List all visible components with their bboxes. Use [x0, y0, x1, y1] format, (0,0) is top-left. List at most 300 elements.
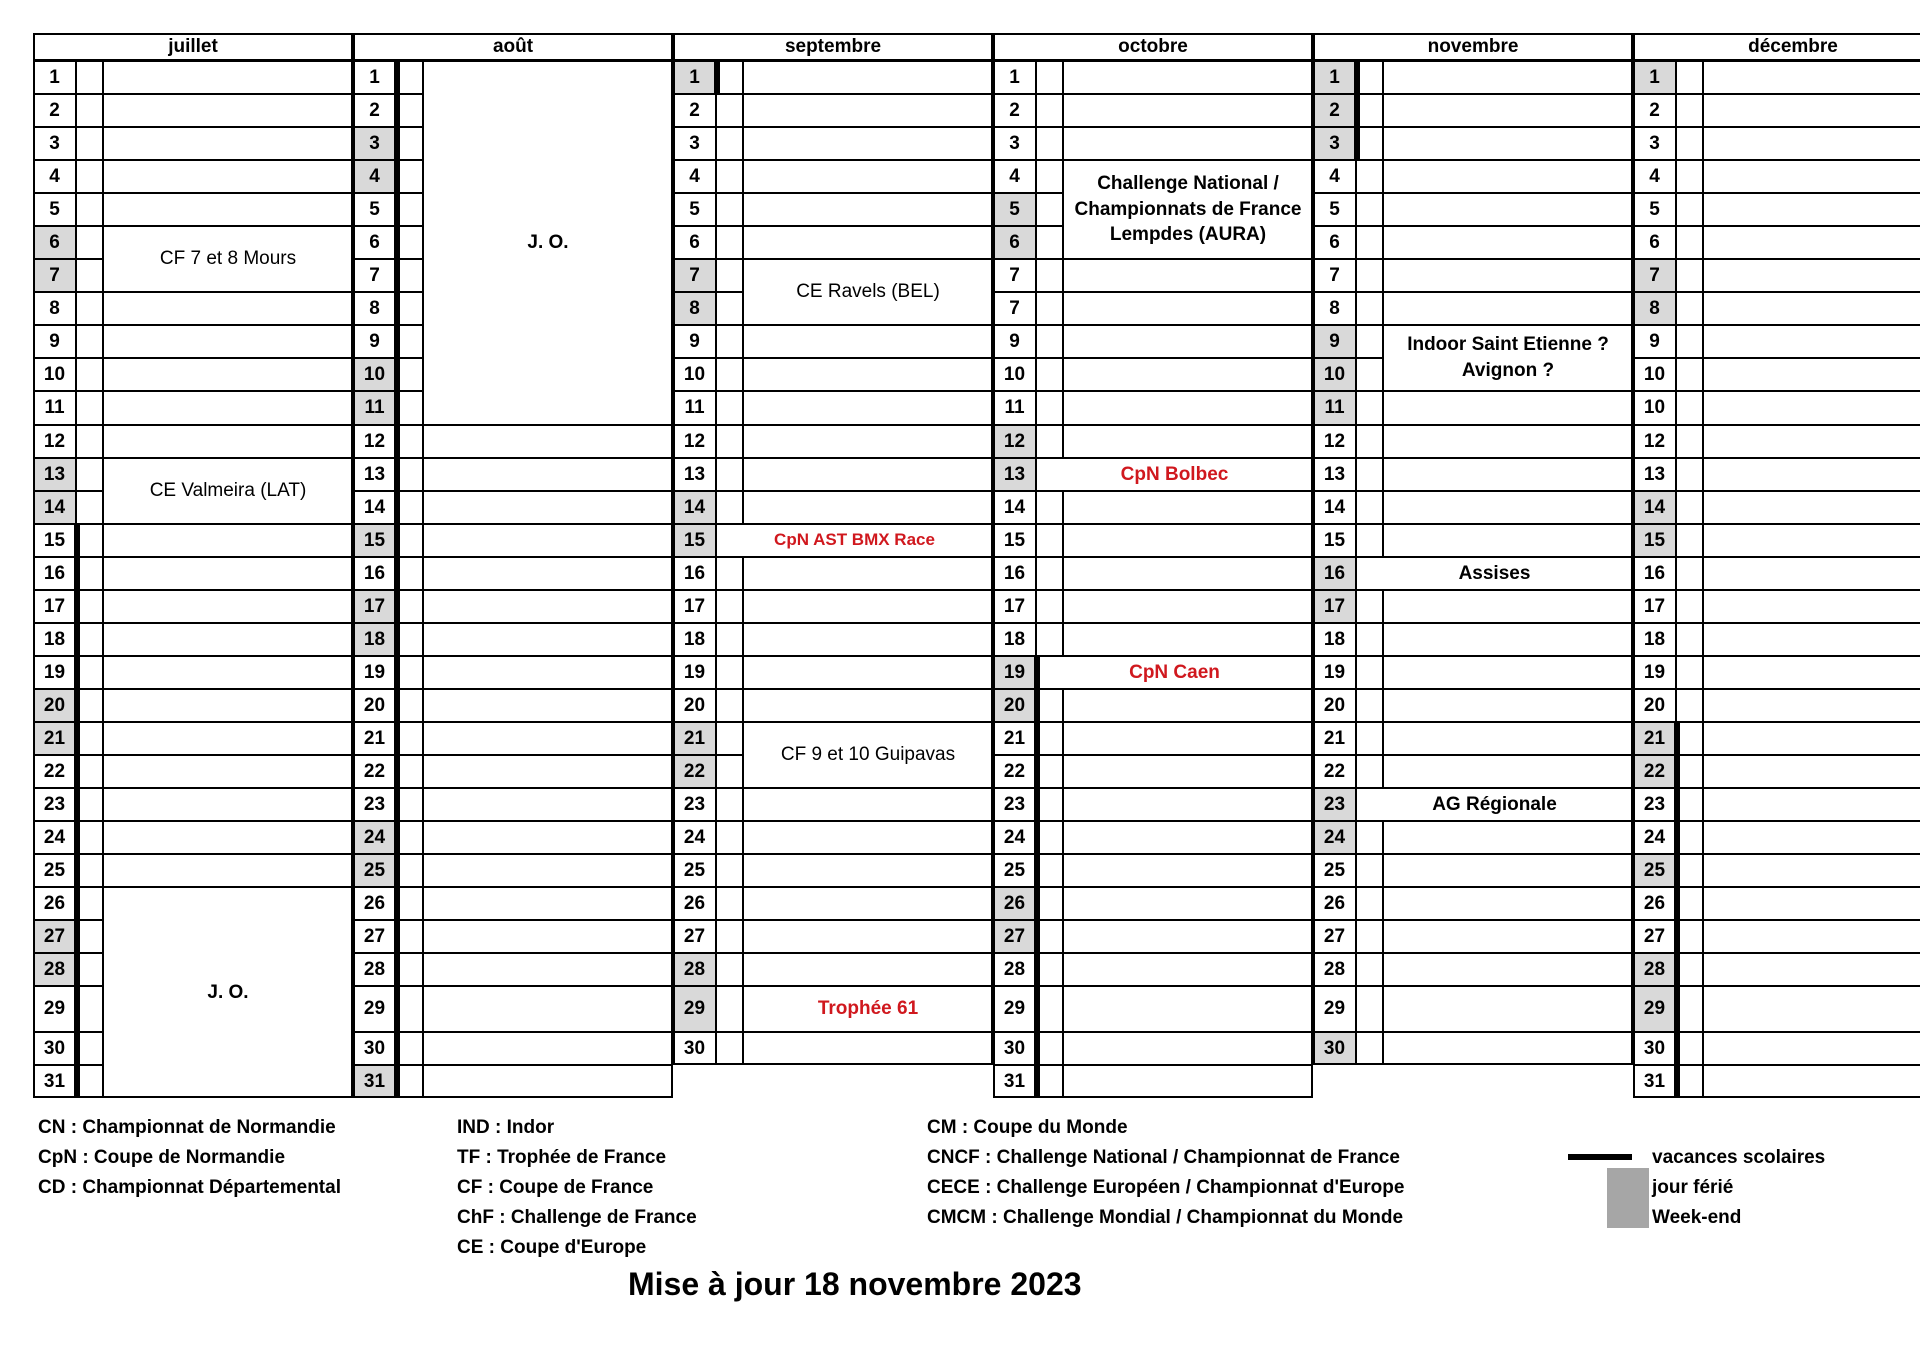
school-holiday-bar	[394, 788, 400, 821]
day-number: 10	[1633, 391, 1676, 425]
school-holiday-bar	[394, 94, 400, 127]
day-number: 26	[1313, 887, 1356, 920]
school-holiday-bar	[74, 524, 80, 557]
school-holiday-bar	[1674, 722, 1680, 755]
day-number: 8	[1633, 292, 1676, 325]
day-number: 9	[993, 325, 1036, 358]
day-event-cell	[743, 854, 993, 887]
day-flag-cell	[716, 887, 743, 920]
day-flag-cell	[1676, 821, 1703, 854]
day-event-cell	[743, 788, 993, 821]
day-number: 3	[1313, 127, 1356, 160]
day-flag-cell	[76, 920, 103, 953]
day-number: 30	[1313, 1032, 1356, 1065]
vacances-swatch	[1568, 1154, 1632, 1160]
day-event-cell	[423, 887, 673, 920]
day-flag-cell	[1356, 1032, 1383, 1065]
day-flag-cell	[1036, 1032, 1063, 1065]
day-event-cell	[1703, 325, 1920, 358]
day-event-cell	[1063, 887, 1313, 920]
day-number: 10	[1633, 358, 1676, 391]
day-number: 1	[33, 61, 76, 94]
day-number: 30	[993, 1032, 1036, 1065]
day-number: 14	[353, 491, 396, 524]
school-holiday-bar	[74, 755, 80, 788]
day-number: 26	[33, 887, 76, 920]
day-event-cell	[1383, 193, 1633, 226]
day-flag-cell	[1036, 821, 1063, 854]
event-block: CF 9 et 10 Guipavas	[743, 722, 993, 788]
day-flag-cell	[1356, 689, 1383, 722]
day-flag-cell	[76, 1065, 103, 1098]
day-number: 7	[1313, 259, 1356, 292]
day-flag-cell	[1356, 358, 1383, 391]
day-flag-cell	[1356, 425, 1383, 458]
day-flag-cell	[396, 986, 423, 1032]
day-number: 8	[673, 292, 716, 325]
day-flag-cell	[1676, 391, 1703, 425]
day-number: 4	[1633, 160, 1676, 193]
day-event-cell	[1063, 94, 1313, 127]
day-number: 11	[353, 391, 396, 425]
day-event-cell	[1383, 590, 1633, 623]
day-flag-cell	[716, 920, 743, 953]
day-event-cell	[103, 193, 353, 226]
school-holiday-bar	[394, 160, 400, 193]
event-block: Challenge National / Championnats de France Lempdes (AURA)	[1063, 160, 1313, 259]
day-number: 8	[33, 292, 76, 325]
day-number: 11	[33, 391, 76, 425]
day-event-cell	[1703, 425, 1920, 458]
day-flag-cell	[1356, 127, 1383, 160]
day-event-cell	[423, 722, 673, 755]
school-holiday-bar	[394, 425, 400, 458]
day-event-cell	[743, 458, 993, 491]
day-event-cell	[1703, 854, 1920, 887]
day-flag-cell	[716, 226, 743, 259]
day-number: 19	[673, 656, 716, 689]
month-header: décembre	[1633, 33, 1920, 61]
school-holiday-bar	[74, 953, 80, 986]
day-flag-cell	[716, 193, 743, 226]
day-number: 17	[673, 590, 716, 623]
day-flag-cell	[396, 127, 423, 160]
day-flag-cell	[1356, 887, 1383, 920]
day-number: 2	[33, 94, 76, 127]
day-event-cell	[423, 953, 673, 986]
school-holiday-bar	[74, 689, 80, 722]
day-flag-cell	[1356, 259, 1383, 292]
school-holiday-bar	[394, 821, 400, 854]
school-holiday-bar	[1034, 1065, 1040, 1098]
day-flag-cell	[716, 425, 743, 458]
day-flag-cell	[76, 259, 103, 292]
day-event-cell	[1063, 325, 1313, 358]
day-number: 23	[353, 788, 396, 821]
day-number: 15	[1633, 524, 1676, 557]
day-event-cell	[103, 160, 353, 193]
day-flag-cell	[1676, 491, 1703, 524]
day-number: 2	[993, 94, 1036, 127]
day-flag-cell	[76, 821, 103, 854]
day-number: 23	[673, 788, 716, 821]
day-event-cell	[103, 590, 353, 623]
day-flag-cell	[396, 94, 423, 127]
day-event-cell	[423, 821, 673, 854]
day-number: 20	[673, 689, 716, 722]
day-event-cell	[1703, 193, 1920, 226]
day-flag-cell	[396, 821, 423, 854]
day-number: 9	[353, 325, 396, 358]
school-holiday-bar	[394, 61, 400, 94]
school-holiday-bar	[1034, 788, 1040, 821]
day-number: 19	[1633, 656, 1676, 689]
day-number: 23	[1313, 788, 1356, 821]
day-flag-cell	[396, 160, 423, 193]
day-number: 6	[673, 226, 716, 259]
day-number: 18	[993, 623, 1036, 656]
event-block: CpN Caen	[1036, 656, 1313, 689]
day-number: 3	[353, 127, 396, 160]
school-holiday-bar	[1034, 755, 1040, 788]
day-event-cell	[103, 821, 353, 854]
day-event-cell	[1703, 160, 1920, 193]
day-event-cell	[1703, 491, 1920, 524]
day-number: 19	[33, 656, 76, 689]
day-flag-cell	[1676, 590, 1703, 623]
day-flag-cell	[1676, 689, 1703, 722]
day-number: 16	[673, 557, 716, 590]
school-holiday-bar	[394, 1032, 400, 1065]
day-event-cell	[1703, 623, 1920, 656]
day-event-cell	[1063, 755, 1313, 788]
event-block: CE Ravels (BEL)	[743, 259, 993, 325]
event-block: Trophée 61	[743, 986, 993, 1032]
day-event-cell	[1703, 788, 1920, 821]
day-flag-cell	[1356, 821, 1383, 854]
day-event-cell	[103, 623, 353, 656]
day-flag-cell	[1036, 94, 1063, 127]
day-event-cell	[1383, 920, 1633, 953]
school-holiday-bar	[1034, 887, 1040, 920]
day-flag-cell	[716, 953, 743, 986]
day-event-cell	[1063, 292, 1313, 325]
day-event-cell	[1703, 953, 1920, 986]
day-number: 30	[673, 1032, 716, 1065]
day-event-cell	[423, 986, 673, 1032]
update-date: Mise à jour 18 novembre 2023	[628, 1266, 1082, 1302]
day-event-cell	[743, 557, 993, 590]
day-event-cell	[103, 127, 353, 160]
day-flag-cell	[1676, 1065, 1703, 1098]
day-flag-cell	[1676, 160, 1703, 193]
day-number: 11	[993, 391, 1036, 425]
day-flag-cell	[716, 557, 743, 590]
day-event-cell	[1383, 623, 1633, 656]
day-event-cell	[423, 788, 673, 821]
school-holiday-bar	[714, 61, 720, 94]
school-holiday-bar	[394, 325, 400, 358]
school-holiday-bar	[394, 226, 400, 259]
school-holiday-bar	[74, 557, 80, 590]
day-flag-cell	[1356, 292, 1383, 325]
day-flag-cell	[1036, 623, 1063, 656]
day-number: 8	[353, 292, 396, 325]
day-event-cell	[423, 755, 673, 788]
day-event-cell	[743, 920, 993, 953]
day-event-cell	[743, 491, 993, 524]
day-number: 3	[33, 127, 76, 160]
day-event-cell	[1383, 854, 1633, 887]
day-number: 29	[993, 986, 1036, 1032]
school-holiday-bar	[1674, 1032, 1680, 1065]
school-holiday-bar	[74, 821, 80, 854]
school-holiday-bar	[1674, 953, 1680, 986]
day-number: 22	[33, 755, 76, 788]
day-number: 25	[673, 854, 716, 887]
day-flag-cell	[1356, 61, 1383, 94]
day-number: 1	[673, 61, 716, 94]
month-0	[33, 33, 353, 1098]
day-number: 16	[1313, 557, 1356, 590]
school-holiday-bar	[394, 557, 400, 590]
day-flag-cell	[1356, 920, 1383, 953]
day-event-cell	[743, 127, 993, 160]
day-flag-cell	[1036, 292, 1063, 325]
day-flag-cell	[1676, 920, 1703, 953]
day-flag-cell	[1676, 755, 1703, 788]
day-flag-cell	[716, 689, 743, 722]
day-number: 7	[33, 259, 76, 292]
day-number: 29	[673, 986, 716, 1032]
day-flag-cell	[716, 623, 743, 656]
day-flag-cell	[396, 259, 423, 292]
day-flag-cell	[1356, 458, 1383, 491]
day-event-cell	[1063, 61, 1313, 94]
day-number: 16	[353, 557, 396, 590]
school-holiday-bar	[394, 391, 400, 425]
day-flag-cell	[396, 325, 423, 358]
day-flag-cell	[76, 590, 103, 623]
day-event-cell	[1703, 755, 1920, 788]
day-number: 12	[993, 425, 1036, 458]
day-number: 12	[353, 425, 396, 458]
month-1	[353, 33, 673, 1098]
day-flag-cell	[1676, 425, 1703, 458]
day-flag-cell	[76, 94, 103, 127]
school-holiday-bar	[74, 722, 80, 755]
day-number: 13	[1313, 458, 1356, 491]
school-holiday-bar	[1674, 788, 1680, 821]
school-holiday-bar	[1034, 953, 1040, 986]
day-event-cell	[743, 887, 993, 920]
month-header: octobre	[993, 33, 1313, 61]
day-event-cell	[423, 590, 673, 623]
day-number: 15	[673, 524, 716, 557]
day-number: 7	[993, 259, 1036, 292]
month-header: août	[353, 33, 673, 61]
day-number: 20	[1313, 689, 1356, 722]
legend-ce: CE : Coupe d'Europe	[457, 1237, 647, 1258]
day-event-cell	[103, 788, 353, 821]
day-number: 10	[353, 358, 396, 391]
day-number: 28	[1633, 953, 1676, 986]
day-event-cell	[423, 458, 673, 491]
legend-vacances: vacances scolaires	[1652, 1147, 1826, 1168]
day-flag-cell	[1676, 127, 1703, 160]
legend-chf: ChF : Challenge de France	[457, 1207, 697, 1228]
day-flag-cell	[1676, 458, 1703, 491]
day-flag-cell	[396, 656, 423, 689]
day-flag-cell	[76, 953, 103, 986]
day-number: 30	[33, 1032, 76, 1065]
day-event-cell	[1383, 425, 1633, 458]
legend-ferie: jour férié	[1652, 1177, 1734, 1198]
school-holiday-bar	[1034, 920, 1040, 953]
day-flag-cell	[1676, 193, 1703, 226]
day-flag-cell	[1356, 656, 1383, 689]
day-number: 24	[993, 821, 1036, 854]
day-event-cell	[1383, 953, 1633, 986]
day-number: 1	[353, 61, 396, 94]
day-event-cell	[1383, 160, 1633, 193]
school-holiday-bar	[394, 623, 400, 656]
day-event-cell	[1063, 391, 1313, 425]
day-event-cell	[103, 425, 353, 458]
day-flag-cell	[76, 391, 103, 425]
day-number: 18	[1313, 623, 1356, 656]
day-number: 3	[1633, 127, 1676, 160]
day-event-cell	[743, 425, 993, 458]
day-event-cell	[1063, 986, 1313, 1032]
day-number: 28	[1313, 953, 1356, 986]
day-number: 12	[1633, 425, 1676, 458]
day-event-cell	[743, 325, 993, 358]
day-number: 7	[1633, 259, 1676, 292]
day-number: 16	[33, 557, 76, 590]
legend-cpn: CpN : Coupe de Normandie	[38, 1147, 286, 1168]
day-flag-cell	[396, 391, 423, 425]
day-flag-cell	[76, 160, 103, 193]
day-event-cell	[743, 391, 993, 425]
day-number: 7	[673, 259, 716, 292]
day-event-cell	[103, 391, 353, 425]
day-event-cell	[1703, 391, 1920, 425]
day-flag-cell	[1356, 986, 1383, 1032]
day-number: 9	[673, 325, 716, 358]
day-flag-cell	[716, 61, 743, 94]
day-flag-cell	[396, 887, 423, 920]
day-flag-cell	[1356, 391, 1383, 425]
day-flag-cell	[716, 458, 743, 491]
day-flag-cell	[396, 226, 423, 259]
day-flag-cell	[1356, 590, 1383, 623]
day-number: 15	[1313, 524, 1356, 557]
day-event-cell	[103, 61, 353, 94]
day-event-cell	[103, 557, 353, 590]
day-flag-cell	[716, 94, 743, 127]
day-number: 6	[33, 226, 76, 259]
day-event-cell	[743, 590, 993, 623]
day-flag-cell	[396, 854, 423, 887]
day-flag-cell	[716, 358, 743, 391]
day-flag-cell	[716, 325, 743, 358]
day-number: 12	[33, 425, 76, 458]
day-event-cell	[103, 292, 353, 325]
day-flag-cell	[1356, 325, 1383, 358]
day-event-cell	[423, 656, 673, 689]
day-event-cell	[423, 557, 673, 590]
day-number: 24	[1633, 821, 1676, 854]
day-event-cell	[1703, 524, 1920, 557]
day-flag-cell	[1676, 226, 1703, 259]
day-event-cell	[1703, 1032, 1920, 1065]
day-number: 1	[993, 61, 1036, 94]
day-number: 14	[1313, 491, 1356, 524]
month-2	[673, 33, 993, 1065]
day-flag-cell	[76, 722, 103, 755]
day-number: 3	[673, 127, 716, 160]
day-event-cell	[1383, 1032, 1633, 1065]
day-flag-cell	[1036, 193, 1063, 226]
day-flag-cell	[396, 491, 423, 524]
day-event-cell	[1063, 491, 1313, 524]
day-number: 6	[353, 226, 396, 259]
day-flag-cell	[396, 193, 423, 226]
day-flag-cell	[76, 656, 103, 689]
school-holiday-bar	[74, 920, 80, 953]
day-number: 4	[353, 160, 396, 193]
day-number: 7	[993, 292, 1036, 325]
day-event-cell	[1703, 61, 1920, 94]
day-flag-cell	[76, 623, 103, 656]
school-holiday-bar	[1674, 887, 1680, 920]
day-event-cell	[423, 524, 673, 557]
day-number: 25	[993, 854, 1036, 887]
day-event-cell	[1063, 623, 1313, 656]
legend-tf: TF : Trophée de France	[457, 1147, 667, 1168]
day-event-cell	[743, 821, 993, 854]
day-event-cell	[1703, 94, 1920, 127]
school-holiday-bar	[1674, 755, 1680, 788]
school-holiday-bar	[394, 953, 400, 986]
event-block: CF 7 et 8 Mours	[103, 226, 353, 292]
school-holiday-bar	[1034, 722, 1040, 755]
day-number: 15	[353, 524, 396, 557]
day-event-cell	[423, 1032, 673, 1065]
school-holiday-bar	[74, 788, 80, 821]
day-number: 17	[33, 590, 76, 623]
day-flag-cell	[1356, 953, 1383, 986]
day-event-cell	[1703, 689, 1920, 722]
day-flag-cell	[1356, 524, 1383, 557]
day-event-cell	[1703, 127, 1920, 160]
day-number: 31	[993, 1065, 1036, 1098]
school-holiday-bar	[1034, 986, 1040, 1032]
day-event-cell	[1063, 689, 1313, 722]
day-number: 28	[993, 953, 1036, 986]
day-event-cell	[1703, 722, 1920, 755]
day-number: 30	[1633, 1032, 1676, 1065]
day-event-cell	[1063, 590, 1313, 623]
day-flag-cell	[1676, 61, 1703, 94]
day-flag-cell	[716, 259, 743, 292]
day-event-cell	[423, 854, 673, 887]
day-flag-cell	[1036, 854, 1063, 887]
day-flag-cell	[396, 425, 423, 458]
day-event-cell	[1063, 1032, 1313, 1065]
school-holiday-bar	[394, 259, 400, 292]
